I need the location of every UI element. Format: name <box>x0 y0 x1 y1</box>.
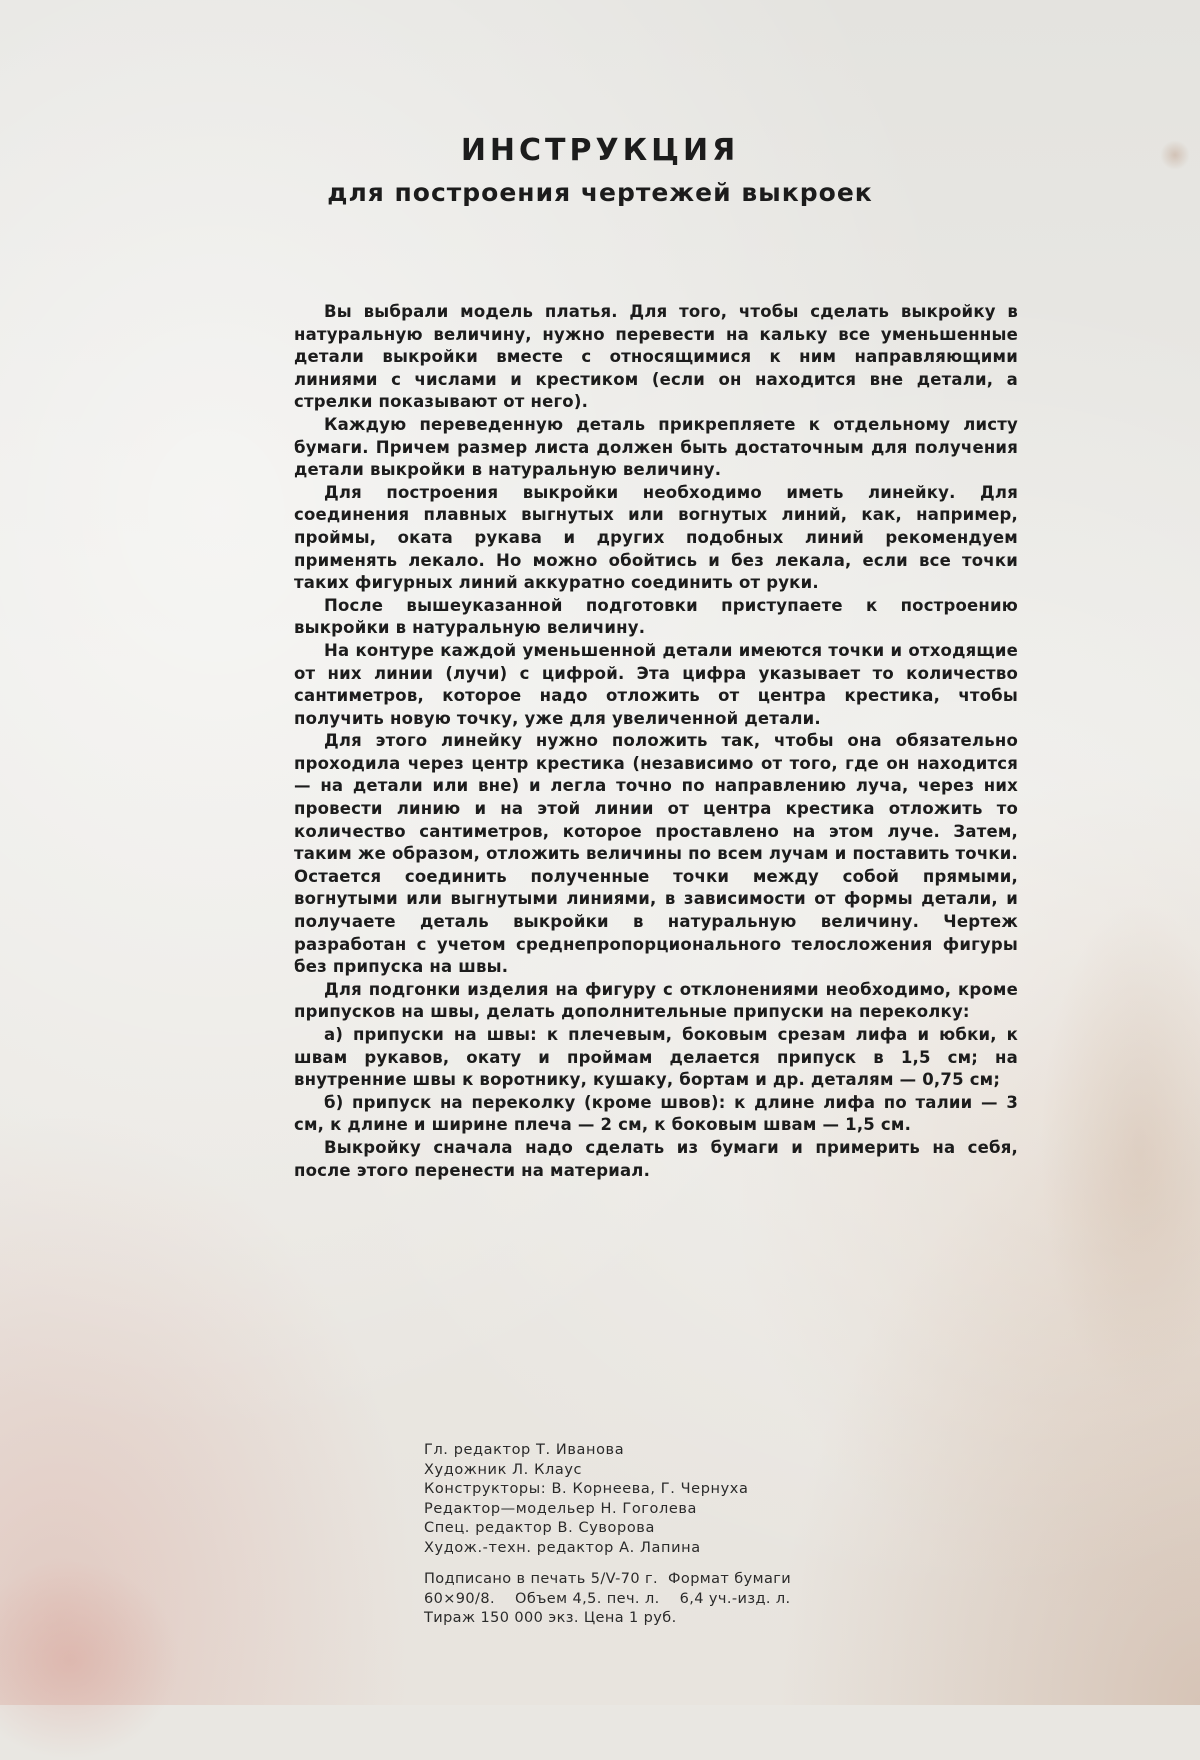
credits-block <box>424 1441 984 1558</box>
imprint-line: Подписано в печать 5/V-70 г. Формат бумаги <box>424 1571 792 1587</box>
paragraph: Для подгонки изделия на фигуру с отклонениями необходимо, кроме припусков на швы, делать дополнительные припуски на переколку: <box>294 979 1018 1022</box>
imprint-block <box>424 1570 1004 1629</box>
credit-line: Гл. редактор Т. Иванова <box>424 1442 625 1458</box>
paragraph: Для построения выкройки необходимо иметь линейку. Для соединения плавных выгнутых или вогнутых линий, как, например, проймы, оката рукава и других подобных линий рекомендуем применять лекало. Но можно обойтись и без лекала, если все точки таких фигурных линий аккуратно соединить от руки. <box>294 482 1018 593</box>
paper-stain <box>1040 900 1200 1400</box>
credit-line: Конструкторы: В. Корнеева, Г. Чернуха <box>424 1481 749 1497</box>
instruction-body <box>294 301 1018 1182</box>
credit-line: Худож.-техн. редактор А. Лапина <box>424 1539 701 1556</box>
document-title: ИНСТРУКЦИЯ <box>460 133 740 168</box>
paragraph: б) припуск на переколку (кроме швов): к длине лифа по талии — 3 см, к длине и ширине плеча — 2 см, к боковым швам — 1,5 см. <box>294 1092 1018 1135</box>
paragraph: Вы выбрали модель платья. Для того, чтобы сделать выкройку в натуральную величину, нужно перевести на кальку все уменьшенные детали выкройки вместе с относящимися к ним направляющими линиями с числами и крестиком (если он находится вне детали, а стрелки показывают от него). <box>294 302 1018 412</box>
credit-line: Редактор—модельер Н. Гоголева <box>424 1500 698 1517</box>
paragraph: Каждую переведенную деталь прикрепляете к отдельному листу бумаги. Причем размер листа должен быть достаточным для получения детали выкройки в натуральную величину. <box>294 414 1018 480</box>
imprint-line: Тираж 150 000 экз. Цена 1 руб. <box>424 1610 677 1626</box>
paragraph: На контуре каждой уменьшенной детали имеются точки и отходящие от них линии (лучи) с цифрой. Эта цифра указывает то количество сантиметров, которое надо отложить от центра крестика, чтобы получить новую точку, уже для увеличенной детали. <box>294 640 1018 728</box>
credit-line: Спец. редактор В. Суворова <box>424 1520 655 1536</box>
paragraph: а) припуски на швы: к плечевым, боковым срезам лифа и юбки, к швам рукавов, окату и проймам делается припуск в 1,5 см; на внутренние швы к воротнику, кушаку, бортам и др. деталям — 0,75 см; <box>294 1025 1018 1090</box>
credit-line: Художник Л. Клаус <box>424 1461 583 1478</box>
document-subtitle: для построения чертежей выкроек <box>327 178 873 207</box>
imprint-line: 60×90/8. Объем 4,5. печ. л. 6,4 уч.-изд. л. <box>424 1590 791 1607</box>
paragraph: После вышеуказанной подготовки приступаете к построению выкройки в натуральную величину. <box>294 595 1018 638</box>
paper-stain <box>0 1560 180 1760</box>
paragraph: Для этого линейку нужно положить так, чтобы она обязательно проходила через центр крестика (независимо от того, где он находится — на детали или вне) и легла точно по направлению луча, через них провести линию и на этой линии от центра крестика отложить то количество сантиметров, которое проставлено на этом луче. Затем, таким же образом, отложить величины по всем лучам и поставить точки. Остается соединить полученные точки между собой прямыми, вогнутыми или выгнутыми линиями, в зависимости от формы детали, и получаете деталь выкройки в натуральную величину. Чертеж разработан с учетом среднепропорционального телосложения фигуры без припуска на швы. <box>294 731 1018 977</box>
paragraph: Выкройку сначала надо сделать из бумаги и примерить на себя, после этого перенести на материал. <box>294 1137 1018 1180</box>
